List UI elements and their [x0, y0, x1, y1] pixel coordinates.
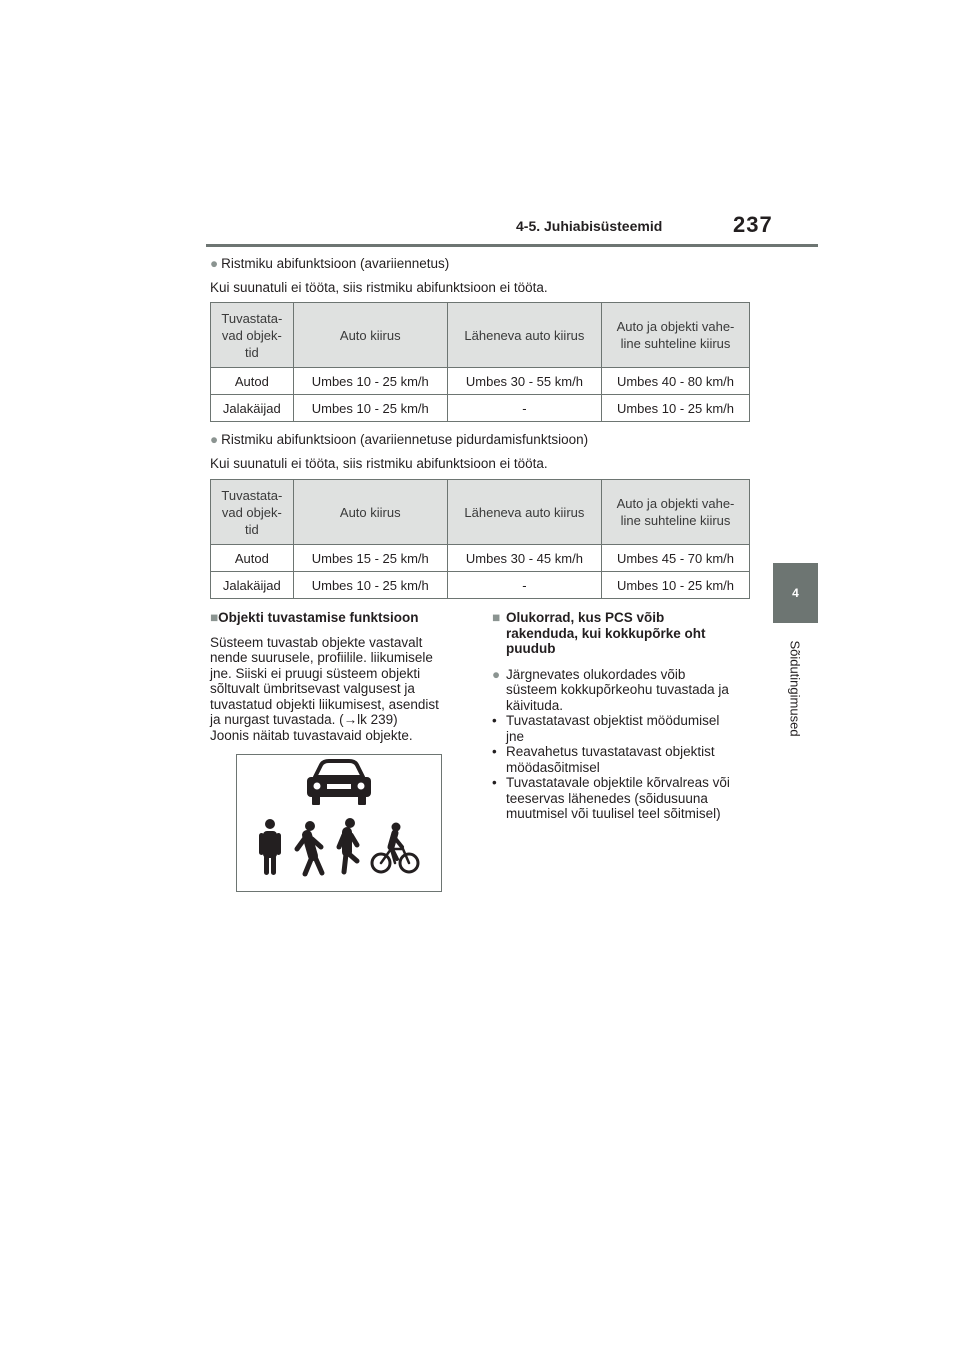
- left-heading-text: Objekti tuvastamise funktsioon: [218, 610, 419, 625]
- table-cell: Autod: [211, 368, 294, 395]
- right-column: [492, 610, 762, 822]
- header-rule: [206, 244, 818, 247]
- right-intro-line: käivituda.: [506, 697, 564, 713]
- left-line: sõltuvalt ümbritsevast valgusest ja: [210, 681, 415, 696]
- right-intro-line: süsteem kokkupõrkeohu tuvastada ja: [506, 682, 729, 697]
- left-line: Joonis näitab tuvastavaid objekte.: [210, 727, 413, 743]
- table2-header-row: [211, 480, 750, 545]
- table-cell: Umbes 10 - 25 km/h: [293, 395, 447, 422]
- running-pedestrian-icon: [339, 818, 357, 872]
- list-bullet-icon: •: [492, 713, 497, 728]
- car-icon: [307, 761, 371, 805]
- chapter-label: Sõidutingimused: [787, 639, 803, 737]
- section2-bullet-text: Ristmiku abifunktsioon (avariiennetuse pidurdamisfunktsioon): [221, 432, 589, 447]
- table2: [210, 479, 750, 599]
- table2-header-cell: Auto ja objekti vahe- line suhteline kiirus: [601, 480, 749, 545]
- right-heading: [492, 610, 762, 657]
- list-bullet-icon: •: [492, 744, 497, 759]
- table-cell: Jalakäijad: [211, 395, 294, 422]
- bullet-dot-icon: ●: [210, 432, 219, 447]
- square-bullet-icon: ■: [210, 610, 219, 625]
- table-cell: -: [447, 572, 601, 599]
- section1-note: Kui suunatuli ei tööta, siis ristmiku abifunktsioon ei tööta.: [210, 280, 548, 295]
- right-heading-line: Olukorrad, kus PCS võib: [506, 610, 665, 625]
- table2-header-cell: Läheneva auto kiirus: [447, 480, 601, 545]
- section-header: 4-5. Juhiabisüsteemid: [516, 218, 663, 234]
- left-column: [210, 610, 470, 743]
- table1-header-cell: Tuvastata- vad objek- tid: [211, 303, 294, 368]
- square-bullet-icon: ■: [492, 610, 501, 625]
- list-item: [492, 775, 762, 822]
- table-cell: Autod: [211, 545, 294, 572]
- table-row: [211, 368, 750, 395]
- table-cell: Umbes 30 - 45 km/h: [447, 545, 601, 572]
- chapter-number: 4: [792, 586, 799, 600]
- list-item-line: jne: [506, 728, 525, 744]
- list-item-line: Reavahetus tuvastatavast objektist: [506, 744, 715, 759]
- table-cell: Umbes 30 - 55 km/h: [447, 368, 601, 395]
- list-item-line: teeservas lähenedes (sõidusuuna: [506, 790, 708, 806]
- section2-bullet: [210, 432, 588, 447]
- list-item: [492, 713, 762, 744]
- right-intro: [492, 667, 762, 714]
- table-row: [211, 395, 750, 422]
- list-item-line: Tuvastatavast objektist möödumisel: [506, 713, 720, 728]
- table1-header-cell: Läheneva auto kiirus: [447, 303, 601, 368]
- bullet-dot-icon: ●: [210, 256, 219, 271]
- walking-pedestrian-icon: [297, 821, 322, 874]
- table-cell: Umbes 10 - 25 km/h: [601, 572, 749, 599]
- list-item-line: möödasõitmisel: [506, 759, 600, 775]
- table-row: [211, 545, 750, 572]
- section2-note: Kui suunatuli ei tööta, siis ristmiku abifunktsioon ei tööta.: [210, 456, 548, 471]
- list-item: [492, 744, 762, 775]
- section1-bullet: [210, 256, 449, 271]
- left-line: nende suurusele, profiilile. liikumisele: [210, 650, 433, 665]
- detectable-objects-figure: [236, 754, 442, 892]
- left-line: jne. Siiski ei pruugi süsteem objekti: [210, 665, 421, 681]
- page-number: 237: [733, 212, 773, 237]
- table-cell: Umbes 40 - 80 km/h: [601, 368, 749, 395]
- right-heading-line: rakenduda, kui kokkupõrke oht: [506, 625, 706, 641]
- section1-bullet-text: Ristmiku abifunktsioon (avariiennetus): [221, 256, 450, 271]
- cyclist-icon: [372, 823, 418, 873]
- chapter-tab: [773, 563, 818, 623]
- table1-header-row: [211, 303, 750, 368]
- table1-header-cell: Auto ja objekti vahe- line suhteline kiirus: [601, 303, 749, 368]
- chapter-label-box: [770, 628, 820, 748]
- standing-pedestrian-icon: [259, 819, 281, 875]
- list-item-line: muutmisel või tuulisel teel sõitmisel): [506, 806, 721, 821]
- left-line: tuvastatud objekti liikumisest, asendist: [210, 696, 439, 712]
- left-heading: [210, 610, 470, 626]
- table1-header-cell: Auto kiirus: [293, 303, 447, 368]
- table1: [210, 302, 750, 422]
- table2-header-cell: Tuvastata- vad objek- tid: [211, 480, 294, 545]
- table-cell: -: [447, 395, 601, 422]
- table-cell: Jalakäijad: [211, 572, 294, 599]
- table2-header-cell: Auto kiirus: [293, 480, 447, 545]
- table-cell: Umbes 10 - 25 km/h: [293, 368, 447, 395]
- list-bullet-icon: •: [492, 775, 497, 790]
- right-intro-line: Järgnevates olukordades võib: [506, 666, 686, 682]
- table-cell: Umbes 10 - 25 km/h: [293, 572, 447, 599]
- left-line: Süsteem tuvastab objekte vastavalt: [210, 634, 423, 650]
- left-line: ja nurgast tuvastada. (→lk 239): [210, 712, 398, 727]
- right-heading-line: puudub: [506, 641, 556, 656]
- table-cell: Umbes 45 - 70 km/h: [601, 545, 749, 572]
- list-item-line: Tuvastatavale objektile kõrvalreas või: [506, 775, 730, 790]
- bullet-dot-icon: ●: [492, 666, 501, 682]
- table-cell: Umbes 15 - 25 km/h: [293, 545, 447, 572]
- table-cell: Umbes 10 - 25 km/h: [601, 395, 749, 422]
- table-row: [211, 572, 750, 599]
